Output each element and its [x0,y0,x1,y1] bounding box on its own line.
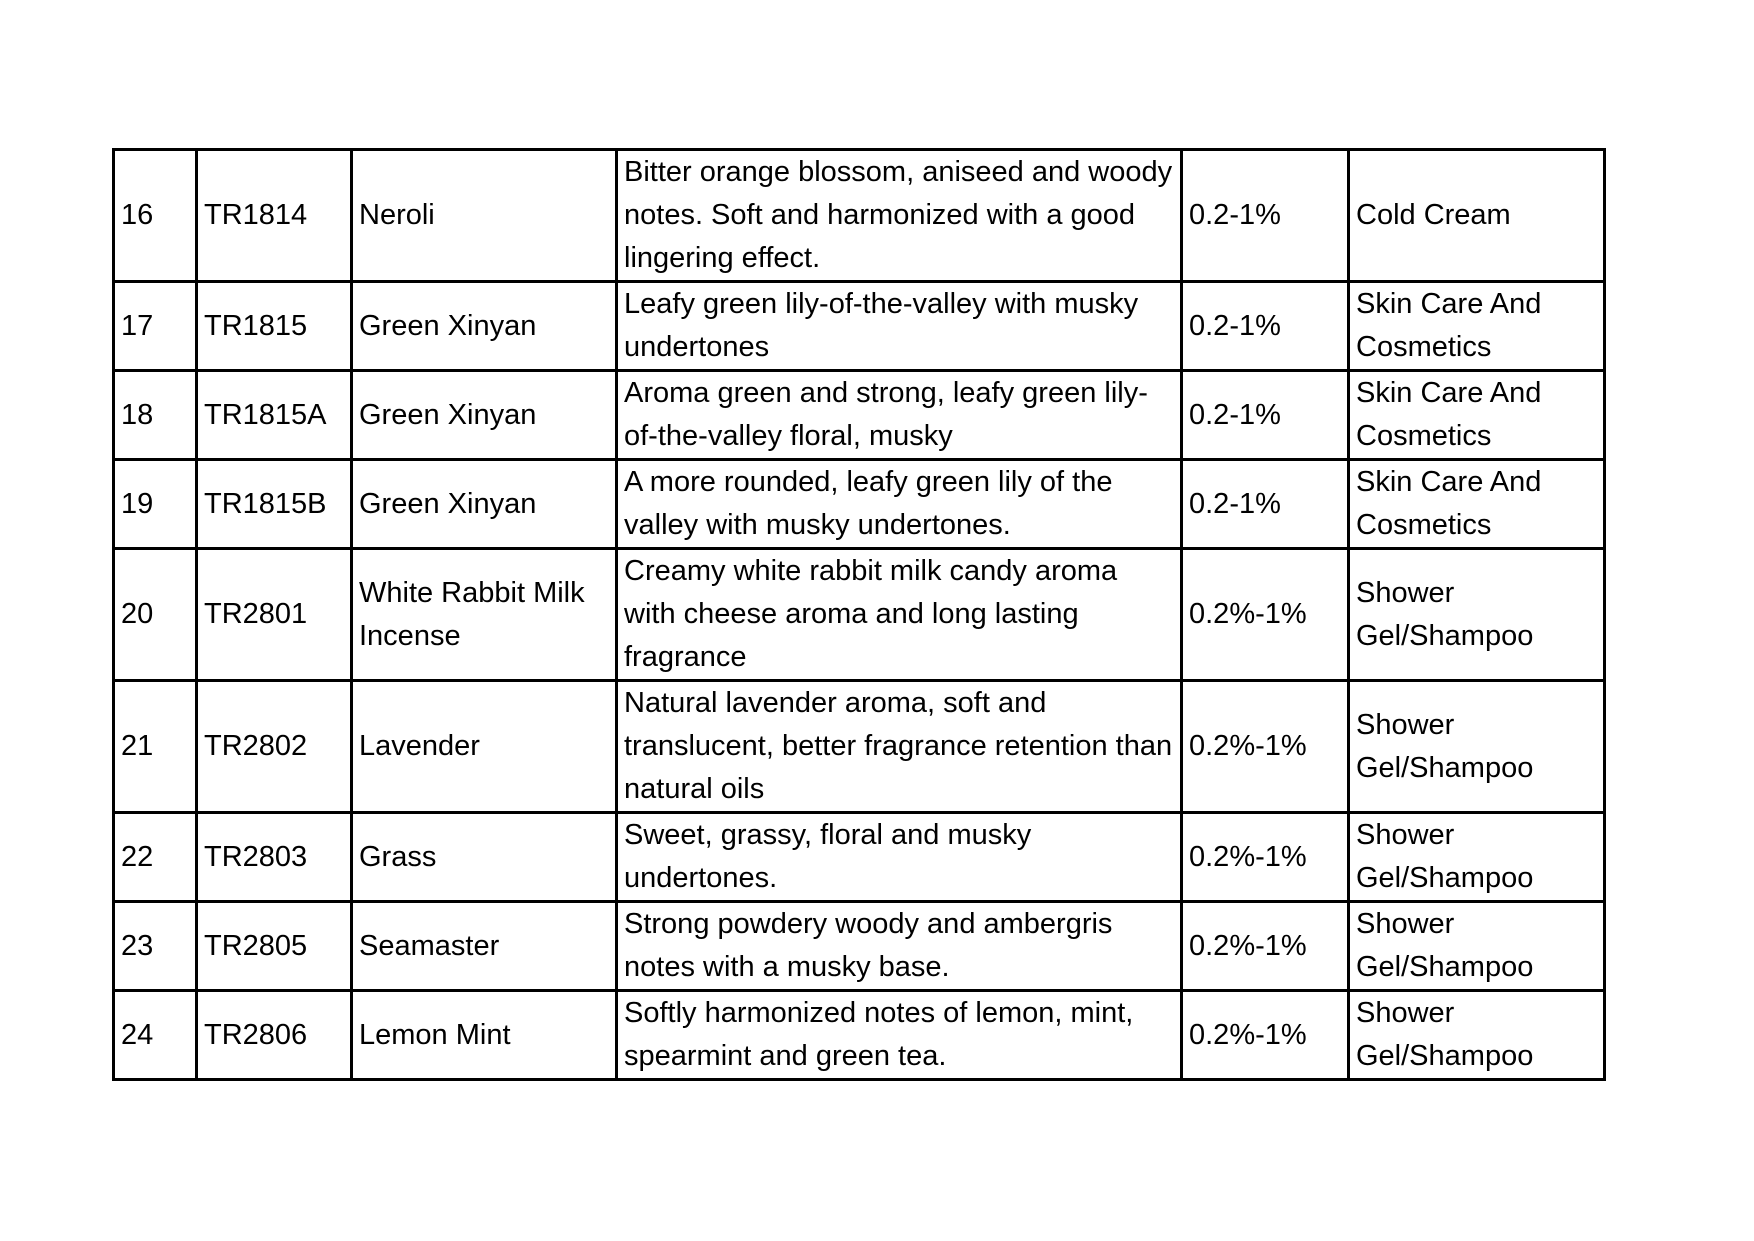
table-row [114,282,1605,371]
product-code-cell: TR2803 [197,813,352,902]
row-number-cell: 17 [114,282,197,371]
description-cell: A more rounded, leafy green lily of the valley with musky undertones. [617,460,1182,549]
product-code-cell: TR2805 [197,902,352,991]
description-cell: Softly harmonized notes of lemon, mint, spearmint and green tea. [617,991,1182,1080]
fragrance-name-cell: White Rabbit Milk Incense [352,549,617,681]
row-number-cell: 19 [114,460,197,549]
fragrance-table [112,148,1606,1081]
dosage-cell: 0.2%-1% [1182,813,1349,902]
fragrance-name-cell: Green Xinyan [352,460,617,549]
product-code-cell: TR1815 [197,282,352,371]
fragrance-name-cell: Grass [352,813,617,902]
row-number-cell: 20 [114,549,197,681]
table-row [114,902,1605,991]
dosage-cell: 0.2%-1% [1182,549,1349,681]
description-cell: Creamy white rabbit milk candy aroma with cheese aroma and long lasting fragrance [617,549,1182,681]
description-cell: Sweet, grassy, floral and musky undertones. [617,813,1182,902]
table-row [114,813,1605,902]
application-cell: Cold Cream [1349,150,1605,282]
product-code-cell: TR2801 [197,549,352,681]
row-number-cell: 21 [114,681,197,813]
description-cell: Leafy green lily-of-the-valley with musky undertones [617,282,1182,371]
table-row [114,549,1605,681]
dosage-cell: 0.2-1% [1182,282,1349,371]
row-number-cell: 16 [114,150,197,282]
fragrance-name-cell: Neroli [352,150,617,282]
row-number-cell: 22 [114,813,197,902]
table-row [114,150,1605,282]
fragrance-name-cell: Green Xinyan [352,371,617,460]
product-code-cell: TR2806 [197,991,352,1080]
product-code-cell: TR1815A [197,371,352,460]
description-cell: Natural lavender aroma, soft and translucent, better fragrance retention than natural oils [617,681,1182,813]
dosage-cell: 0.2%-1% [1182,902,1349,991]
table-row [114,371,1605,460]
application-cell: Skin Care And Cosmetics [1349,371,1605,460]
application-cell: Skin Care And Cosmetics [1349,460,1605,549]
description-cell: Bitter orange blossom, aniseed and woody notes. Soft and harmonized with a good lingering effect. [617,150,1182,282]
application-cell: Shower Gel/Shampoo [1349,813,1605,902]
row-number-cell: 23 [114,902,197,991]
description-cell: Strong powdery woody and ambergris notes with a musky base. [617,902,1182,991]
dosage-cell: 0.2-1% [1182,460,1349,549]
table-body [114,150,1605,1080]
dosage-cell: 0.2%-1% [1182,991,1349,1080]
application-cell: Shower Gel/Shampoo [1349,991,1605,1080]
table-row [114,460,1605,549]
fragrance-name-cell: Lemon Mint [352,991,617,1080]
dosage-cell: 0.2%-1% [1182,681,1349,813]
row-number-cell: 18 [114,371,197,460]
application-cell: Skin Care And Cosmetics [1349,282,1605,371]
description-cell: Aroma green and strong, leafy green lily-of-the-valley floral, musky [617,371,1182,460]
dosage-cell: 0.2-1% [1182,371,1349,460]
table-row [114,681,1605,813]
fragrance-name-cell: Lavender [352,681,617,813]
table-row [114,991,1605,1080]
row-number-cell: 24 [114,991,197,1080]
product-code-cell: TR1814 [197,150,352,282]
dosage-cell: 0.2-1% [1182,150,1349,282]
application-cell: Shower Gel/Shampoo [1349,681,1605,813]
application-cell: Shower Gel/Shampoo [1349,549,1605,681]
fragrance-name-cell: Seamaster [352,902,617,991]
product-code-cell: TR1815B [197,460,352,549]
product-code-cell: TR2802 [197,681,352,813]
application-cell: Shower Gel/Shampoo [1349,902,1605,991]
fragrance-name-cell: Green Xinyan [352,282,617,371]
